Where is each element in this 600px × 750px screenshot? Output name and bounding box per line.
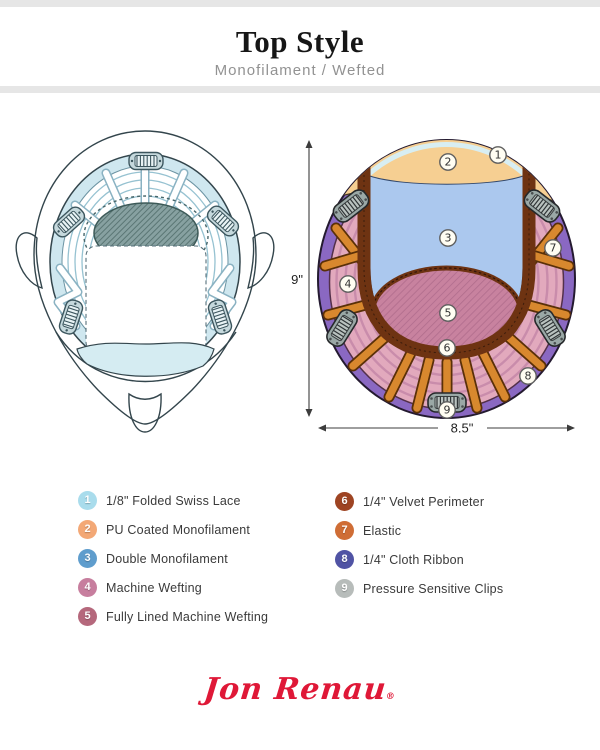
legend-badge-6: 6 bbox=[335, 492, 354, 511]
svg-text:5: 5 bbox=[444, 306, 452, 320]
svg-text:8: 8 bbox=[524, 369, 532, 383]
legend-column-left bbox=[78, 491, 268, 636]
legend-item bbox=[78, 520, 268, 539]
legend-badge-7: 7 bbox=[335, 521, 354, 540]
front-lace-band bbox=[77, 343, 214, 377]
legend-item bbox=[335, 550, 503, 569]
width-dimension bbox=[318, 421, 575, 436]
svg-text:4: 4 bbox=[344, 277, 352, 291]
legend-label: Double Monofilament bbox=[106, 551, 228, 566]
width-label: 8.5" bbox=[450, 420, 474, 436]
callout-2 bbox=[440, 154, 456, 170]
legend-label: Fully Lined Machine Wefting bbox=[106, 609, 269, 624]
jon-renau-logo bbox=[0, 672, 600, 707]
legend-badge-3: 3 bbox=[78, 549, 97, 568]
open-part-area bbox=[86, 246, 206, 352]
page-title: Top Style bbox=[235, 24, 365, 59]
legend-item bbox=[78, 549, 268, 568]
left-ear bbox=[16, 233, 42, 288]
legend-item bbox=[335, 492, 503, 511]
cap-detail-diagram bbox=[291, 105, 588, 436]
legend-item bbox=[335, 579, 503, 598]
legend-label: PU Coated Monofilament bbox=[106, 522, 251, 537]
callout-6 bbox=[439, 340, 455, 356]
callout-7 bbox=[545, 240, 561, 256]
registered-mark: ® bbox=[384, 692, 397, 702]
svg-text:7: 7 bbox=[549, 241, 557, 255]
legend-label: 1/4" Cloth Ribbon bbox=[363, 552, 464, 567]
svg-text:6: 6 bbox=[443, 341, 451, 355]
callout-1 bbox=[490, 147, 506, 163]
right-ear bbox=[248, 233, 274, 288]
legend-label: Machine Wefting bbox=[106, 580, 202, 595]
callout-5 bbox=[440, 305, 456, 321]
legend-label: Pressure Sensitive Clips bbox=[363, 581, 504, 596]
legend-column-right bbox=[335, 492, 503, 608]
legend-badge-2: 2 bbox=[78, 520, 97, 539]
head-overview-diagram bbox=[16, 131, 274, 432]
legend-label: Elastic bbox=[363, 523, 402, 538]
callout-3 bbox=[440, 230, 456, 246]
legend-item bbox=[78, 578, 268, 597]
legend-item bbox=[78, 491, 268, 510]
legend-badge-8: 8 bbox=[335, 550, 354, 569]
height-label: 9" bbox=[291, 272, 303, 287]
legend-label: 1/4" Velvet Perimeter bbox=[363, 494, 485, 509]
legend-badge-5: 5 bbox=[78, 607, 97, 626]
legend-badge-9: 9 bbox=[335, 579, 354, 598]
svg-text:1: 1 bbox=[494, 148, 502, 162]
callout-9 bbox=[439, 402, 455, 418]
legend-badge-4: 4 bbox=[78, 578, 97, 597]
svg-text:9: 9 bbox=[443, 403, 451, 417]
legend-item bbox=[78, 607, 268, 626]
neck bbox=[129, 394, 161, 432]
callout-4 bbox=[340, 276, 356, 292]
page-subtitle: Monofilament / Wefted bbox=[214, 62, 386, 79]
callout-8 bbox=[520, 368, 536, 384]
logo-text: Jon Renau® bbox=[201, 672, 397, 707]
svg-text:2: 2 bbox=[444, 155, 452, 169]
svg-text:3: 3 bbox=[444, 231, 452, 245]
legend-item bbox=[335, 521, 503, 540]
legend-label: 1/8" Folded Swiss Lace bbox=[106, 493, 241, 508]
height-dimension bbox=[291, 140, 312, 417]
legend-badge-1: 1 bbox=[78, 491, 97, 510]
